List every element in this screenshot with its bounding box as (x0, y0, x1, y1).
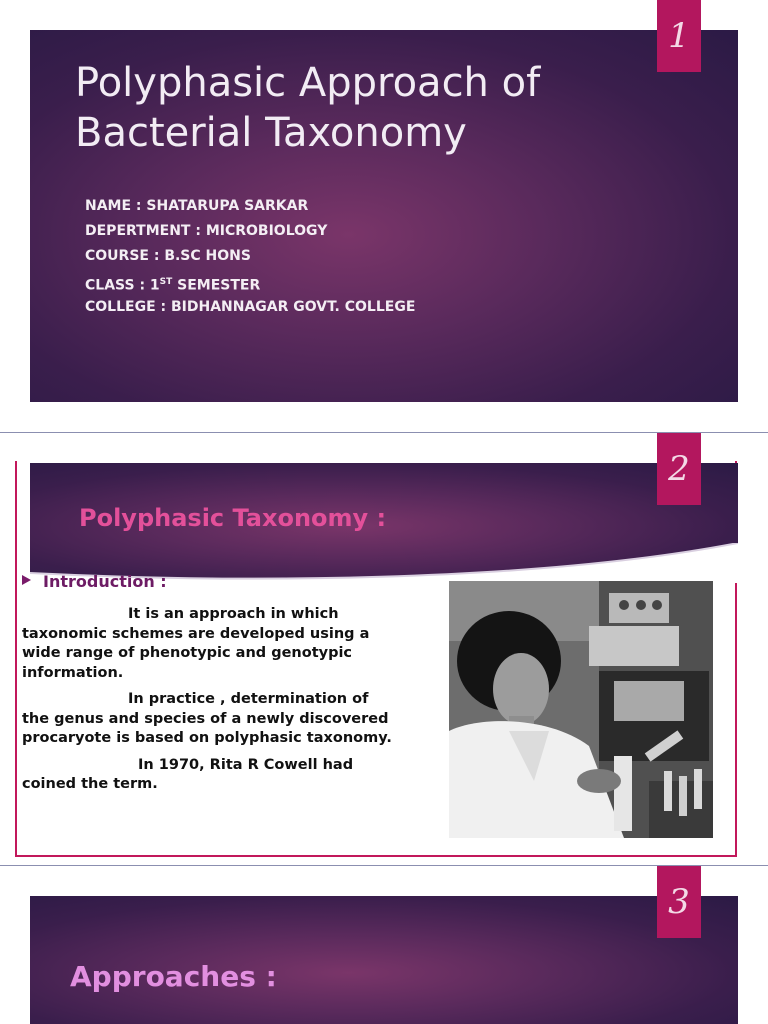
slide-heading: Approaches : (70, 960, 277, 993)
bullet-introduction: Introduction : (43, 572, 167, 591)
scientist-photo (449, 581, 713, 838)
paragraph-3: In 1970, Rita R Cowell had coined the term. (22, 756, 354, 792)
paragraph-1: It is an approach in which taxonomic schemes are developed using a wide range of phenotypic and genotypic information. (22, 606, 370, 681)
author-department: DEPERTMENT : MICROBIOLOGY (85, 223, 328, 240)
author-course: COURSE : B.SC HONS (85, 248, 251, 265)
slide-2 (0, 433, 768, 865)
slide-number-badge: 3 (657, 866, 701, 938)
paragraph-2: In practice , determination of the genus and species of a newly discovered procaryote is based on polyphasic taxonomy. (22, 691, 392, 746)
class-prefix: CLASS : 1 (85, 277, 160, 294)
slide-1 (0, 0, 768, 430)
class-superscript: ST (159, 276, 173, 287)
title-line-1: Polyphasic Approach of (75, 60, 541, 106)
author-college: COLLEGE : BIDHANNAGAR GOVT. COLLEGE (85, 298, 416, 315)
introduction-text (22, 605, 392, 802)
slide-heading: Polyphasic Taxonomy : (79, 504, 387, 532)
title-line-2: Bacterial Taxonomy (75, 110, 467, 156)
author-class (85, 272, 415, 297)
slide-number-badge: 1 (657, 0, 701, 72)
slide-3 (0, 866, 768, 1024)
author-info (85, 196, 415, 322)
class-suffix: SEMESTER (172, 277, 261, 294)
bullet-arrow-icon (22, 575, 31, 585)
slide-title (75, 58, 635, 158)
author-name: NAME : SHATARUPA SARKAR (85, 198, 309, 214)
slide-number-badge: 2 (657, 433, 701, 505)
